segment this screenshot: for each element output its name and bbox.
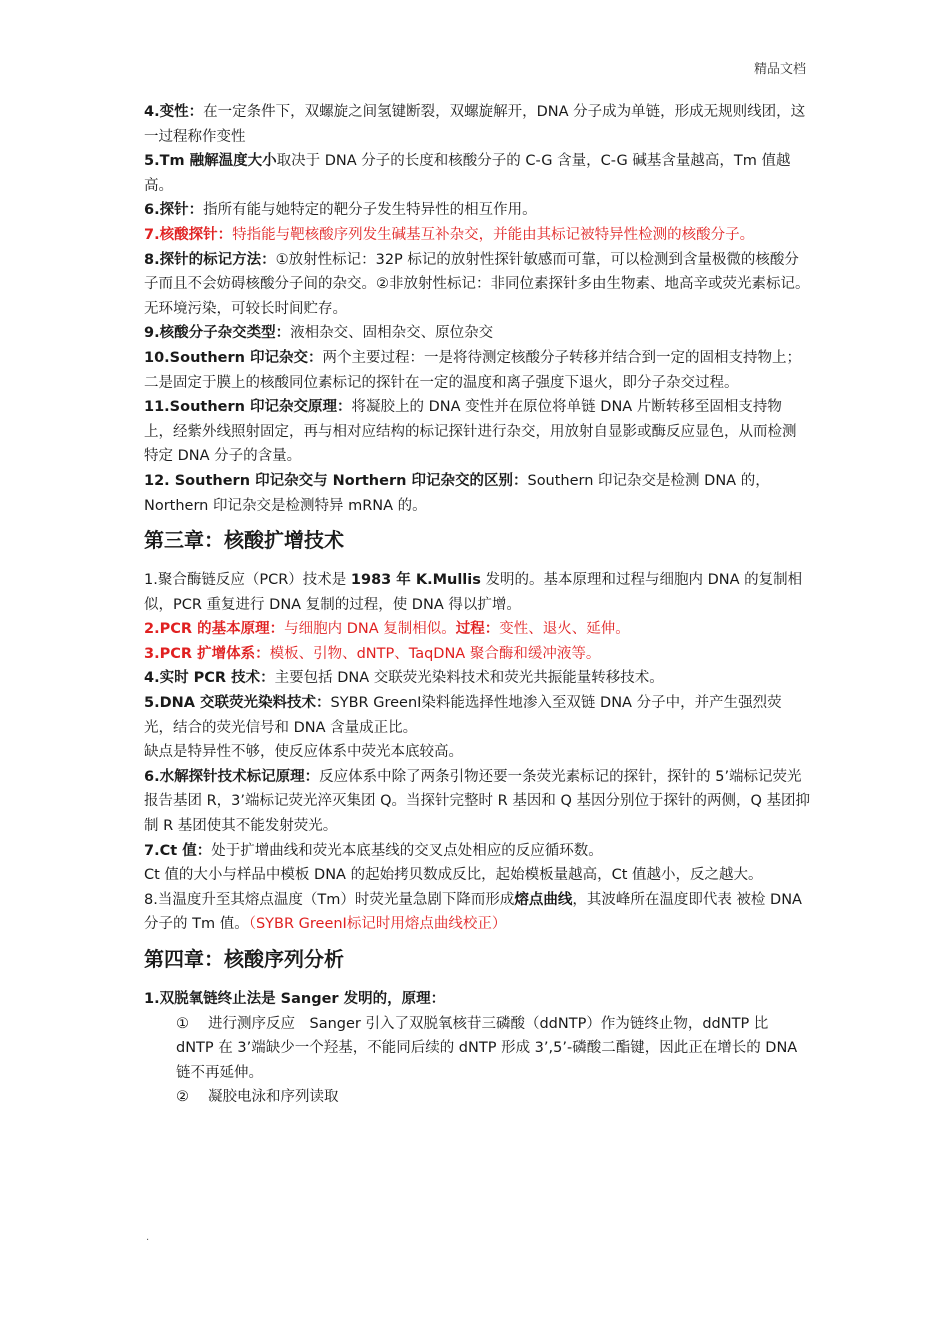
item-label: 7.Ct 值： [144, 842, 212, 859]
ch4-step-2 [144, 1085, 810, 1110]
step-number: ② [176, 1089, 189, 1106]
item-text: SYBR GreenⅠ染料能选择性地渗入至双链 DNA 分子中，并产生强烈荧光，结合的荧光信号和 DNA 含量成正比。 [144, 695, 782, 736]
item-label: 12. Southern 印记杂交与 Northern 印记杂交的区别： [144, 472, 528, 489]
item-8 [144, 248, 810, 322]
item-label: 2.PCR 的基本原理： [144, 621, 285, 638]
ch3-item-3 [144, 642, 810, 667]
item-label: 9.核酸分子杂交类型： [144, 325, 291, 342]
header-note: 精品文档 [753, 62, 806, 77]
ch4-item-1: 1.双脱氧链终止法是 Sanger 发明的，原理： [144, 991, 446, 1007]
footer-dot: . [146, 1232, 150, 1243]
item-label: 6.水解探针技术标记原理： [144, 768, 320, 785]
item-text: 在一定条件下，双螺旋之间氢键断裂，双螺旋解开，DNA 分子成为单链，形成无规则线团，这一过程称作变性 [144, 104, 806, 145]
item-text: 液相杂交、固相杂交、原位杂交 [290, 325, 494, 342]
ch3-item-6 [144, 765, 810, 839]
item-7 [144, 223, 810, 248]
ch3-item-5 [144, 691, 810, 740]
step-text: 进行测序反应 Sanger 引入了双脱氧核苷三磷酸（ddNTP）作为链终止物，ddNTP 比 dNTP 在 3’端缺少一个羟基，不能同后续的 dNTP 形成 3’,5’-磷酸二酯键，因此正在增长的 DNA 链不再延伸。 [176, 1015, 798, 1081]
item-text: 变性、退火、延伸。 [499, 621, 630, 638]
item-red-note: （SYBR GreenⅠ标记时用熔点曲线校正） [248, 916, 507, 933]
item-text: 将凝胶上的 DNA 变性并在原位将单链 DNA 片断转移至固相支持物上，经紫外线照射固定，再与相对应结构的标记探针进行杂交，用放射自显影或酶反应显色，从而检测特定 DNA 分子的含量。 [144, 399, 797, 465]
item-text: 两个主要过程：一是将待测定核酸分子转移并结合到一定的固相支持物上；二是固定于膜上的核酸同位素标记的探针在一定的温度和离子强度下退火，即分子杂交过程。 [144, 349, 802, 391]
item-text: Southern 印记杂交是检测 DNA 的，Northern 印记杂交是检测特异 mRNA 的。 [144, 472, 770, 514]
item-text: 模板、引物、dNTP、TaqDNA 聚合酶和缓冲液等。 [269, 645, 601, 662]
item-text: ，其波峰所在温度即代表 被检 DNA 分子的 Tm 值。 [144, 891, 802, 933]
item-text: 特指能与靶核酸序列发生碱基互补杂交，并能由其标记被特异性检测的核酸分子。 [232, 226, 755, 243]
ch4-step-1 [144, 1012, 810, 1086]
item-label: 4.变性： [144, 104, 204, 120]
item-label: 5.DNA 交联荧光染料技术： [144, 695, 331, 712]
document-body [144, 100, 810, 1110]
item-text: ①放射性标记：32P 标记的放射性探针敏感而可靠，可以检测到含量极微的核酸分子而且不会妨碍核酸分子间的杂交。②非放射性标记：非同位素探针多由生物素、地高辛或荧光素标记。无环境污染，可较长时间贮存。 [144, 251, 810, 317]
item-text: 主要包括 DNA 交联荧光染料技术和荧光共振能量转移技术。 [274, 670, 664, 687]
ch3-item-5-note: 缺点是特异性不够，使反应体系中荧光本底较高。 [144, 744, 463, 761]
item-10 [144, 346, 810, 395]
item-text: 发明的。基本原理和过程与细胞内 DNA 的复制相似，PCR 重复进行 DNA 复制的过程，使 DNA 得以扩增。 [144, 572, 803, 613]
item-label: 3.PCR 扩增体系： [144, 645, 270, 662]
step-text: 凝胶电泳和序列读取 [208, 1089, 339, 1106]
item-4 [144, 100, 810, 149]
chapter-3-heading: 第三章：核酸扩增技术 [144, 528, 344, 553]
item-label: 10.Southern 印记杂交： [144, 349, 323, 366]
item-emphasis: 1983 年 K.Mullis [350, 572, 481, 589]
item-label: 6.探针： [144, 202, 204, 219]
item-text: 与细胞内 DNA 复制相似。 [284, 621, 456, 638]
item-label: 7.核酸探针： [144, 226, 233, 243]
item-12 [144, 469, 810, 518]
item-label: 过程： [455, 621, 500, 638]
ch3-item-7 [144, 839, 810, 864]
ch3-item-7-note: Ct 值的大小与样品中模板 DNA 的起始拷贝数成反比，起始模板量越高，Ct 值越小，反之越大。 [144, 867, 763, 884]
item-5 [144, 149, 810, 198]
chapter-4-heading: 第四章：核酸序列分析 [144, 947, 344, 971]
item-11 [144, 395, 810, 469]
item-label: 4.实时 PCR 技术： [144, 670, 275, 687]
item-6 [144, 198, 810, 223]
item-text: 取决于 DNA 分子的长度和核酸分子的 C-G 含量，C-G 碱基含量越高，Tm 值越高。 [144, 153, 791, 194]
item-label: 11.Southern 印记杂交原理： [144, 399, 352, 416]
ch3-item-2 [144, 617, 810, 642]
item-text: 指所有能与她特定的靶分子发生特异性的相互作用。 [203, 202, 537, 219]
ch3-item-4 [144, 666, 810, 691]
item-label: 5.Tm 融解温度大小 [144, 153, 277, 170]
item-emphasis: 熔点曲线 [514, 891, 573, 908]
item-text: 8.当温度升至其熔点温度（Tm）时荧光量急剧下降而形成 [144, 891, 515, 908]
item-label: 8.探针的标记方法： [144, 251, 276, 268]
step-number: ① [176, 1015, 189, 1032]
item-text: 反应体系中除了两条引物还要一条荧光素标记的探针，探针的 5’端标记荧光报告基团 R，3’端标记荧光淬灭集团 Q。当探针完整时 R 基因和 Q 基因分别位于探针的两侧，Q 基团抑制 R 基团使其不能发射荧光。 [144, 768, 810, 835]
item-text: 1.聚合酶链反应（PCR）技术是 [144, 572, 351, 589]
ch3-item-1 [144, 568, 810, 617]
ch3-item-8 [144, 888, 810, 937]
item-9 [144, 321, 810, 346]
item-text: 处于扩增曲线和荧光本底基线的交叉点处相应的反应循环数。 [211, 842, 603, 859]
